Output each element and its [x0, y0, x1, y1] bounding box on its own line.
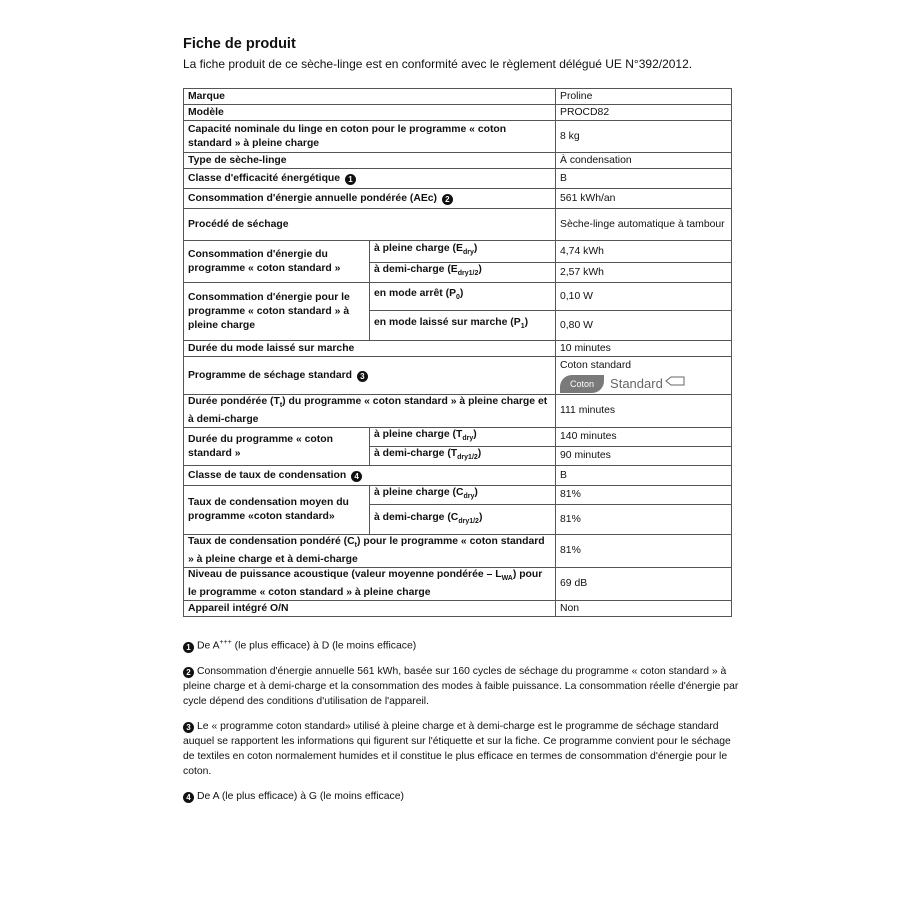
intro-text: La fiche produit de ce sèche-linge est en conformité avec le règlement délégué UE N°392/2012. [183, 57, 693, 71]
cdry-close: ) [474, 487, 478, 499]
po-index: 0 [456, 294, 460, 302]
footnote-2 [183, 664, 743, 709]
aec-cell [184, 189, 556, 209]
pl-label [370, 311, 556, 341]
tt-index: t [279, 402, 283, 410]
arrow-icon [665, 376, 685, 391]
capacite-value: 8 kg [556, 121, 732, 153]
procede-value: Sèche-linge automatique à tambour [556, 209, 732, 241]
spec-table [183, 88, 732, 617]
standard-sign: Standard [610, 375, 663, 391]
footnote-1-marker: 1 [183, 642, 194, 653]
marque-value: Proline [556, 89, 732, 105]
table-row [184, 169, 732, 189]
table-row [184, 535, 732, 568]
edry-index: dry [462, 249, 474, 257]
type-value: À condensation [556, 153, 732, 169]
tdry-close: ) [473, 429, 477, 441]
procede-label: Procédé de séchage [184, 209, 556, 241]
integre-label: Appareil intégré O/N [184, 601, 556, 617]
prog-std-cell-value [556, 357, 732, 395]
cdry12-value: 81% [556, 505, 732, 535]
tdry12-index: dry1/2 [457, 454, 478, 462]
footnote-3 [183, 719, 743, 779]
footnote-1-badge: 1 [345, 174, 356, 185]
tdry-label [370, 428, 556, 447]
classe-eff-value: B [556, 169, 732, 189]
product-sheet [183, 36, 743, 814]
footnote-1-sup: +++ [219, 639, 232, 647]
table-row [184, 568, 732, 601]
cdry-label [370, 486, 556, 505]
table-row [184, 209, 732, 241]
marque-label: Marque [184, 89, 556, 105]
table-row [184, 395, 732, 428]
table-row [184, 283, 732, 311]
conso-prog-label: Consommation d'énergie du programme « coton standard » [184, 241, 370, 283]
footnote-4 [183, 789, 743, 804]
footnote-3-marker: 3 [183, 722, 194, 733]
table-row [184, 486, 732, 505]
table-row [184, 153, 732, 169]
coton-standard-symbol [560, 375, 727, 393]
pl-value: 0,80 W [556, 311, 732, 341]
footnote-4-badge: 4 [351, 471, 362, 482]
footnote-4-marker: 4 [183, 792, 194, 803]
cdry-index: dry [463, 493, 475, 501]
table-row [184, 428, 732, 447]
prog-std-value: Coton standard [560, 359, 632, 371]
tdry12-close: ) [477, 448, 482, 460]
prog-std-label: Programme de séchage standard [188, 369, 353, 381]
cdry12-text: à demi-charge (C [374, 511, 459, 523]
edry-close: ) [473, 243, 478, 255]
ct-index: t [354, 542, 357, 550]
footnote-4-text: De A (le plus efficace) à G (le moins efficace) [197, 790, 404, 802]
coton-pill: Coton [560, 375, 604, 393]
pl-index: 1 [520, 323, 525, 331]
conso-modes-label: Consommation d'énergie pour le programme « coton standard » à pleine charge [184, 283, 370, 341]
type-label: Type de sèche-linge [184, 153, 556, 169]
footnotes [183, 635, 743, 803]
po-close: ) [459, 288, 464, 300]
footnote-3-badge: 3 [357, 371, 368, 382]
aec-label: Consommation d'énergie annuelle pondérée (AEc) [188, 192, 437, 204]
table-row [184, 241, 732, 263]
duree-mode-label: Durée du mode laissé sur marche [184, 341, 556, 357]
taux-moyen-label: Taux de condensation moyen du programme «coton standard» [184, 486, 370, 535]
cdry12-index: dry1/2 [458, 517, 479, 525]
ct-value: 81% [556, 535, 732, 568]
capacite-label: Capacité nominale du linge en coton pour le programme « coton standard » à pleine charge [184, 121, 556, 153]
duree-prog-label: Durée du programme « coton standard » [184, 428, 370, 466]
cdry-value: 81% [556, 486, 732, 505]
edry12-value: 2,57 kWh [556, 263, 732, 283]
cdry-text: à pleine charge (C [374, 487, 464, 499]
footnote-2-marker: 2 [183, 667, 194, 678]
ct-label [184, 535, 556, 568]
pl-text: en mode laissé sur marche (P [374, 317, 521, 329]
tdry12-text: à demi-charge (T [374, 448, 458, 460]
table-row [184, 357, 732, 395]
tt-label [184, 395, 556, 428]
cdry12-close: ) [478, 511, 483, 523]
bruit-label [184, 568, 556, 601]
modele-value: PROCD82 [556, 105, 732, 121]
classe-eff-label: Classe d'efficacité énergétique [188, 172, 341, 184]
edry12-label [370, 263, 556, 283]
tdry-value: 140 minutes [556, 428, 732, 447]
bruit-text-a: Niveau de puissance acoustique (valeur moyenne pondérée – L [188, 569, 502, 581]
duree-mode-value: 10 minutes [556, 341, 732, 357]
modele-label: Modèle [184, 105, 556, 121]
edry-label [370, 241, 556, 263]
ct-text-b: ) pour le programme « coton standard » à pleine charge et à demi-charge [188, 536, 545, 566]
pl-close: ) [524, 317, 529, 329]
table-row [184, 601, 732, 617]
table-row [184, 341, 732, 357]
tt-text-a: Durée pondérée (T [188, 396, 280, 407]
bruit-index: WA [501, 575, 513, 583]
classe-cond-value: B [556, 466, 732, 486]
tt-value: 111 minutes [556, 395, 732, 428]
po-value: 0,10 W [556, 283, 732, 311]
classe-eff-cell [184, 169, 556, 189]
classe-cond-cell [184, 466, 556, 486]
footnote-1-text-a: De A [197, 640, 220, 652]
page-title: Fiche de produit [183, 36, 296, 52]
po-text: en mode arrêt (P [374, 288, 456, 300]
table-row [184, 189, 732, 209]
footnote-2-badge: 2 [442, 194, 453, 205]
table-row [184, 105, 732, 121]
footnote-3-text: Le « programme coton standard» utilisé à pleine charge et à demi-charge est le programme de séchage standard auquel se rapportent les informations qui figurent sur l'étiquette et sur la fiche. Ce programme convient pour le séchage de textiles en coton normalement humides et il constitue le plus efficace en termes de consommation d'énergie pour le coton. [183, 720, 731, 777]
footnote-1 [183, 635, 743, 653]
edry12-text: à demi-charge (E [374, 264, 458, 276]
ct-text-a: Taux de condensation pondéré (C [188, 536, 355, 548]
integre-value: Non [556, 601, 732, 617]
tdry12-label [370, 447, 556, 466]
edry-value: 4,74 kWh [556, 241, 732, 263]
po-label [370, 283, 556, 311]
tt-text-b: ) du programme « coton standard » à pleine charge et à demi-charge [188, 396, 548, 426]
cdry12-label [370, 505, 556, 535]
footnote-1-text-b: (le plus efficace) à D (le moins efficace) [231, 640, 417, 652]
classe-cond-label: Classe de taux de condensation [188, 469, 347, 481]
bruit-text-b: ) pour le programme « coton standard » à pleine charge [188, 569, 543, 599]
edry12-close: ) [478, 264, 482, 276]
footnote-2-text: Consommation d'énergie annuelle 561 kWh, basée sur 160 cycles de séchage du programme « coton standard » à pleine charge et à demi-charge et la consommation des modes à faible puissance. La consommation réelle d'énergie par cycle dépend des conditions d'utilisation de l'appareil. [183, 665, 739, 707]
tdry12-value: 90 minutes [556, 447, 732, 466]
tdry-text: à pleine charge (T [374, 429, 463, 441]
table-row [184, 121, 732, 153]
table-row [184, 466, 732, 486]
table-row [184, 89, 732, 105]
bruit-value: 69 dB [556, 568, 732, 601]
edry12-index: dry1/2 [457, 270, 479, 278]
edry-text: à pleine charge (E [374, 243, 463, 255]
tdry-index: dry [462, 435, 474, 443]
prog-std-cell [184, 357, 556, 395]
aec-value: 561 kWh/an [556, 189, 732, 209]
